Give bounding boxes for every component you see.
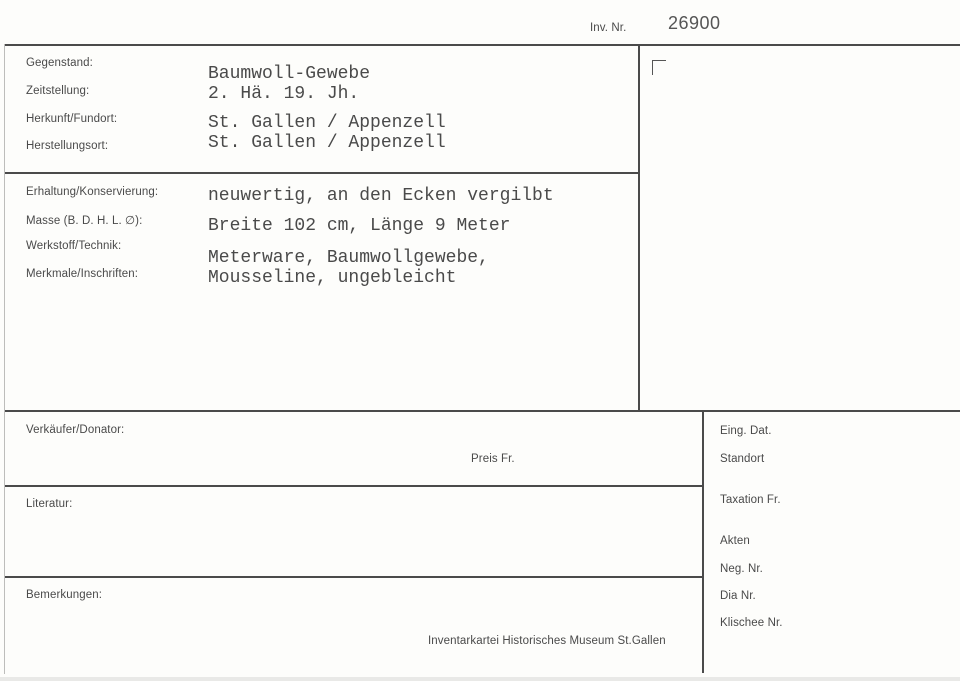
masse-value: Breite 102 cm, Länge 9 Meter bbox=[208, 216, 511, 236]
taxation-label: Taxation Fr. bbox=[720, 494, 781, 506]
zeitstellung-label: Zeitstellung: bbox=[26, 85, 90, 97]
footer-text: Inventarkartei Historisches Museum St.Gallen bbox=[428, 635, 666, 647]
eing-dat-label: Eing. Dat. bbox=[720, 425, 772, 437]
bemerkungen-label: Bemerkungen: bbox=[26, 589, 102, 601]
section1-bottom-rule bbox=[5, 172, 639, 174]
literatur-bottom-rule bbox=[5, 576, 703, 578]
werkstoff-value-line2: Mousseline, ungebleicht bbox=[208, 268, 457, 288]
gegenstand-value: Baumwoll-Gewebe bbox=[208, 64, 371, 84]
left-edge-mark bbox=[4, 44, 5, 674]
herkunft-label: Herkunft/Fundort: bbox=[26, 113, 118, 125]
preis-label: Preis Fr. bbox=[471, 453, 515, 465]
klischee-nr-label: Klischee Nr. bbox=[720, 617, 783, 629]
werkstoff-label: Werkstoff/Technik: bbox=[26, 240, 122, 252]
verkaeufer-bottom-rule bbox=[5, 485, 703, 487]
neg-nr-label: Neg. Nr. bbox=[720, 563, 763, 575]
werkstoff-value-line1: Meterware, Baumwollgewebe, bbox=[208, 248, 489, 268]
standort-label: Standort bbox=[720, 453, 765, 465]
upper-vertical-divider bbox=[638, 44, 640, 411]
literatur-label: Literatur: bbox=[26, 498, 73, 510]
erhaltung-label: Erhaltung/Konservierung: bbox=[26, 186, 159, 198]
herkunft-value: St. Gallen / Appenzell bbox=[208, 113, 446, 133]
zeitstellung-value: 2. Hä. 19. Jh. bbox=[208, 84, 360, 104]
merkmale-label: Merkmale/Inschriften: bbox=[26, 268, 139, 280]
gegenstand-label: Gegenstand: bbox=[26, 57, 93, 69]
herstellungsort-value: St. Gallen / Appenzell bbox=[208, 133, 446, 153]
top-rule bbox=[5, 44, 960, 46]
verkaeufer-label: Verkäufer/Donator: bbox=[26, 424, 125, 436]
dia-nr-label: Dia Nr. bbox=[720, 590, 756, 602]
erhaltung-value: neuwertig, an den Ecken vergilbt bbox=[208, 186, 554, 206]
inv-nr-label: Inv. Nr. bbox=[590, 22, 627, 34]
inv-number: 26900 bbox=[668, 13, 721, 33]
lower-vertical-divider bbox=[702, 410, 704, 673]
masse-label: Masse (B. D. H. L. ∅): bbox=[26, 215, 143, 227]
akten-label: Akten bbox=[720, 535, 750, 547]
herstellungsort-label: Herstellungsort: bbox=[26, 140, 109, 152]
corner-mark bbox=[652, 60, 666, 75]
section2-bottom-rule bbox=[5, 410, 960, 412]
